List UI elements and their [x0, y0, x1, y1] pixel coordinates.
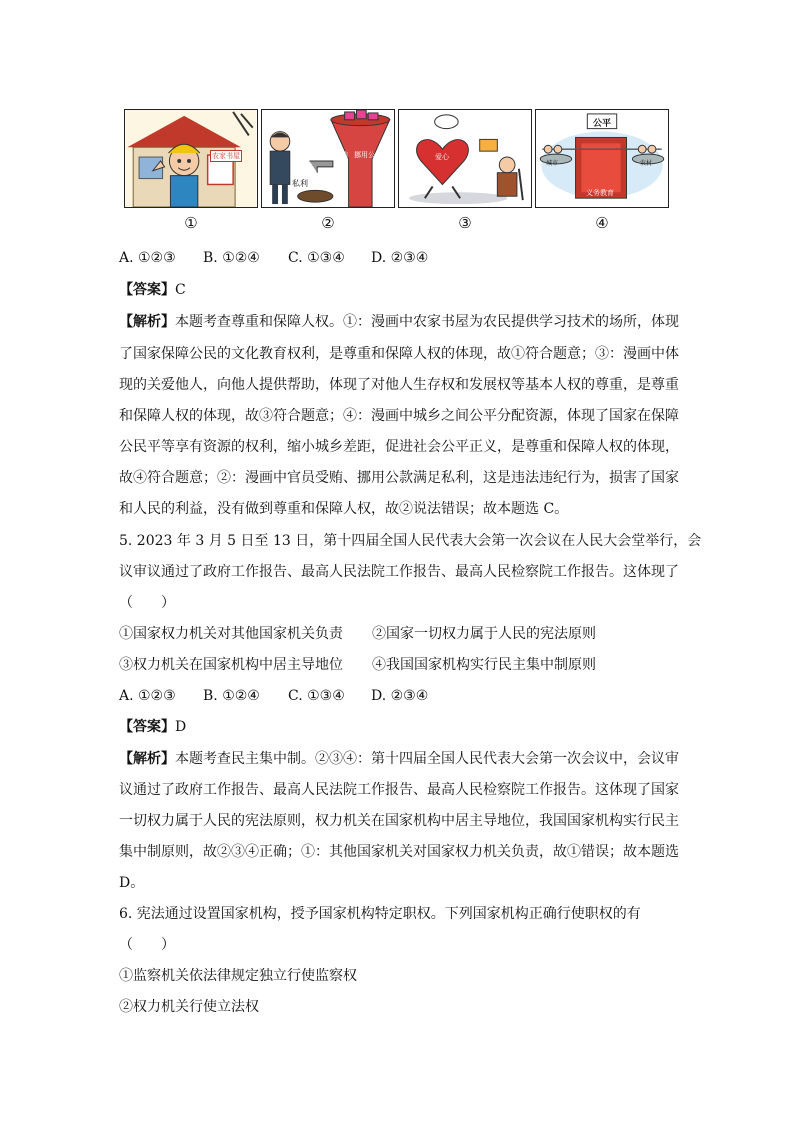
q4-options [119, 248, 428, 268]
village-tag: 农村 [640, 160, 653, 167]
caring-heart-illustration [399, 110, 531, 207]
q5-options [119, 686, 428, 706]
q5-item-1: ①国家权力机关对其他国家机关负责 [119, 626, 343, 642]
q4-answer [119, 280, 186, 300]
panel-1-label: ① [184, 214, 198, 232]
q5-answer [119, 717, 186, 737]
q5-option-d: D. ②③④ [371, 688, 429, 704]
q5-analysis-line: D。 [119, 875, 145, 891]
q6-item-1: ①监察机关依法律规定独立行使监察权 [119, 968, 357, 984]
analysis-label: 【解析】 [119, 751, 175, 767]
q6-item-2: ②权力机关行使立法权 [119, 999, 259, 1015]
q4-analysis-line: 现的关爱他人，向他人提供帮助，体现了对他人生存权和发展权等基本人权的尊重，是尊重 [119, 377, 679, 393]
q5-stem-line: 议审议通过了政府工作报告、最高人民法院工作报告、最高人民检察院工作报告。这体现了 [119, 564, 679, 580]
q5-item-3: ③权力机关在国家机构中居主导地位 [119, 657, 343, 673]
bribe-tag: 受贿 [334, 151, 348, 159]
q5-item-2: ②国家一切权力属于人民的宪法原则 [372, 626, 596, 642]
answer-label: 【答案】 [119, 282, 175, 298]
q4-option-c: C. ①③④ [288, 250, 345, 266]
q4-option-a: A. ①②③ [119, 250, 176, 266]
q4-option-b: B. ①②④ [203, 250, 260, 266]
q5-analysis-line [119, 749, 679, 769]
answer-label: 【答案】 [119, 719, 175, 735]
q4-analysis-line: 和人民的利益，没有做到尊重和保障人权，故②说法错误；故本题选 C。 [119, 501, 569, 517]
compulsory-education-book: 义务教育 [586, 189, 614, 197]
q4-analysis-line: 了国家保障公民的文化教育权利，是尊重和保障人权的体现，故①符合题意；③：漫画中体 [119, 346, 679, 362]
q5-stem-blank: （ ） [119, 595, 175, 611]
q5-option-c: C. ①③④ [288, 688, 345, 704]
q5-analysis-line: 集中制原则，故②③④正确；①：其他国家机关对国家权力机关负责，故①错误；故本题选 [119, 844, 679, 860]
panel-3-label: ③ [458, 214, 472, 232]
heart-label: 爱心 [435, 153, 449, 161]
comic-panel-1 [124, 109, 258, 208]
answer-value: C [175, 282, 186, 298]
q5-items-row [119, 655, 596, 675]
analysis-text: 本题考查尊重和保障人权。①：漫画中农家书屋为农民提供学习技术的场所，体现 [175, 314, 679, 330]
q4-option-d: D. ②③④ [371, 250, 429, 266]
embezzle-tag: 挪用公款 [354, 151, 382, 159]
q5-option-b: B. ①②④ [203, 688, 260, 704]
comic-panel-2 [261, 109, 395, 208]
panel-2-label: ② [321, 214, 335, 232]
q6-stem-blank: （ ） [119, 937, 175, 953]
q4-analysis-line: 故④符合题意；②：漫画中官员受贿、挪用公款满足私利，这是违法违纪行为，损害了国家 [119, 470, 679, 486]
q5-analysis-line: 一切权力属于人民的宪法原则，权力机关在国家机构中居主导地位，我国国家机构实行民主 [119, 813, 679, 829]
q5-analysis-line: 议通过了政府工作报告、最高人民法院工作报告、最高人民检察院工作报告。这体现了国家 [119, 782, 679, 798]
fairness-title: 公平 [593, 119, 612, 129]
q5-items-row [119, 624, 596, 644]
library-sign: 农家书屋 [212, 152, 240, 160]
q5-stem-line: 5. 2023 年 3 月 5 日至 13 日，第十四届全国人民代表大会第一次会议在人民大会堂举行，会 [119, 533, 702, 549]
city-tag: 城市 [546, 160, 559, 167]
q5-option-a: A. ①②③ [119, 688, 176, 704]
panel-4-label: ④ [595, 214, 609, 232]
answer-value: D [175, 719, 187, 735]
private-gain-tag: 私利 [292, 179, 308, 188]
q6-stem-line: 6. 宪法通过设置国家机构，授予国家机构特定职权。下列国家机构正确行使职权的有 [119, 906, 641, 922]
q5-item-4: ④我国国家机构实行民主集中制原则 [372, 657, 596, 673]
q4-analysis-line: 公民平等享有资源的权利，缩小城乡差距，促进社会公平正义，是尊重和保障人权的体现， [119, 439, 679, 455]
analysis-label: 【解析】 [119, 314, 175, 330]
comic-panel-3 [398, 109, 532, 208]
analysis-text: 本题考查民主集中制。②③④：第十四届全国人民代表大会第一次会议中，会议审 [175, 751, 679, 767]
q4-analysis-line: 和保障人权的体现，故③符合题意；④：漫画中城乡之间公平分配资源，体现了国家在保障 [119, 408, 679, 424]
comic-panel-4 [535, 109, 669, 208]
q4-analysis-line [119, 312, 679, 332]
